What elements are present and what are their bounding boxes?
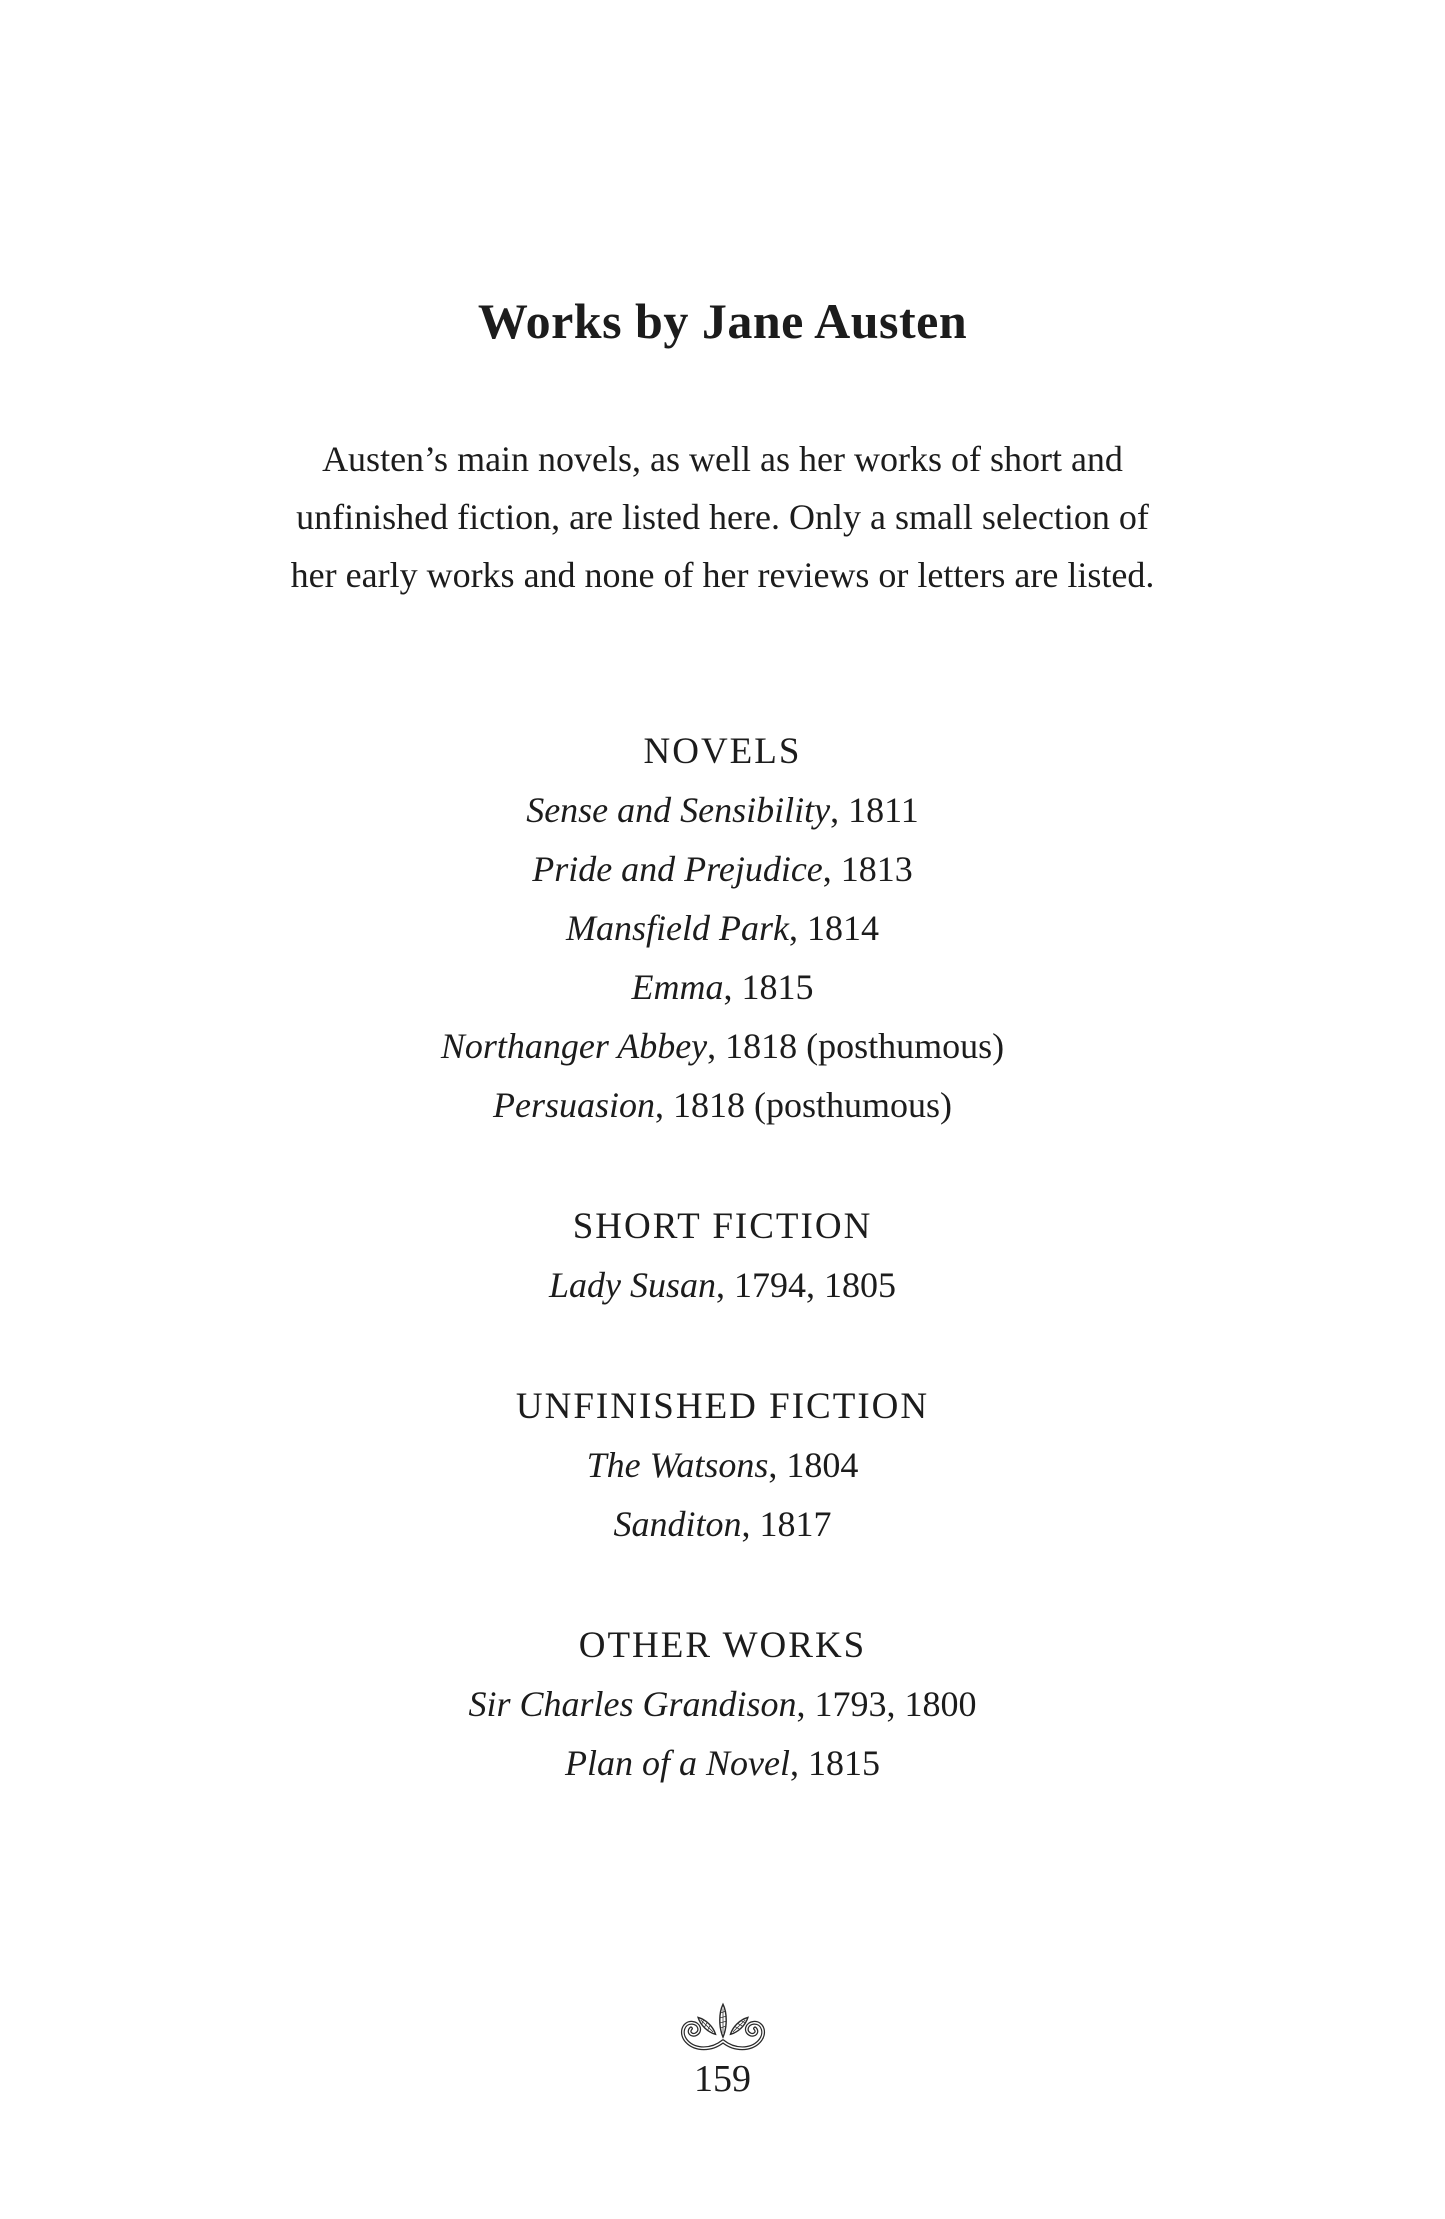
work-entry xyxy=(0,1017,1445,1076)
fleuron-ornament xyxy=(666,2000,780,2057)
section-other-works xyxy=(0,1616,1445,1793)
work-entry xyxy=(0,781,1445,840)
work-entry xyxy=(0,1734,1445,1793)
work-detail: , 1804 xyxy=(768,1445,859,1485)
works-list xyxy=(0,722,1445,1793)
work-title: Sir Charles Grandison xyxy=(468,1684,797,1724)
work-title: Emma xyxy=(631,967,724,1007)
work-title: Sense and Sensibility xyxy=(526,790,831,830)
work-detail: , 1818 (posthumous) xyxy=(707,1026,1005,1066)
work-title: The Watsons xyxy=(586,1445,769,1485)
section-heading-unfinished-fiction: UNFINISHED FICTION xyxy=(515,1386,930,1427)
page-footer xyxy=(0,2000,1445,2101)
work-entry xyxy=(0,1076,1445,1135)
section-novels xyxy=(0,722,1445,1135)
section-heading-other-works: OTHER WORKS xyxy=(578,1625,867,1666)
section-short-fiction xyxy=(0,1197,1445,1315)
work-detail: , 1818 (posthumous) xyxy=(655,1085,952,1125)
work-detail: , 1814 xyxy=(788,908,879,948)
work-entry xyxy=(0,958,1445,1017)
section-unfinished-fiction xyxy=(0,1377,1445,1554)
intro-line-3: her early works and none of her reviews or letters are listed. xyxy=(290,555,1155,595)
section-heading-novels: NOVELS xyxy=(643,731,802,772)
work-title: Mansfield Park xyxy=(566,908,789,948)
work-title: Northanger Abbey xyxy=(440,1026,708,1066)
work-detail: , 1813 xyxy=(822,849,913,889)
page-title: Works by Jane Austen xyxy=(477,293,968,349)
page-number: 159 xyxy=(694,2058,751,2100)
work-title: Plan of a Novel xyxy=(565,1743,790,1783)
work-entry xyxy=(0,899,1445,958)
work-entry xyxy=(0,1436,1445,1495)
work-detail: , 1817 xyxy=(741,1504,832,1544)
work-title: Lady Susan xyxy=(548,1265,716,1305)
work-detail: , 1794, 1805 xyxy=(716,1265,896,1305)
work-entry xyxy=(0,1256,1445,1315)
work-detail: , 1815 xyxy=(723,967,814,1007)
intro-line-2: unfinished fiction, are listed here. Only a small selection of xyxy=(296,497,1149,537)
work-entry xyxy=(0,1675,1445,1734)
work-detail: , 1793, 1800 xyxy=(796,1684,977,1724)
work-title: Pride and Prejudice xyxy=(532,849,823,889)
section-heading-short-fiction: SHORT FICTION xyxy=(572,1206,873,1247)
work-entry xyxy=(0,840,1445,899)
work-detail: , 1811 xyxy=(830,790,919,830)
intro-line-1: Austen’s main novels, as well as her works of short and xyxy=(322,439,1123,479)
intro-paragraph xyxy=(123,430,1323,604)
work-title: Sanditon xyxy=(613,1504,742,1544)
work-entry xyxy=(0,1495,1445,1554)
work-detail: , 1815 xyxy=(789,1743,880,1783)
work-title: Persuasion xyxy=(493,1085,655,1125)
